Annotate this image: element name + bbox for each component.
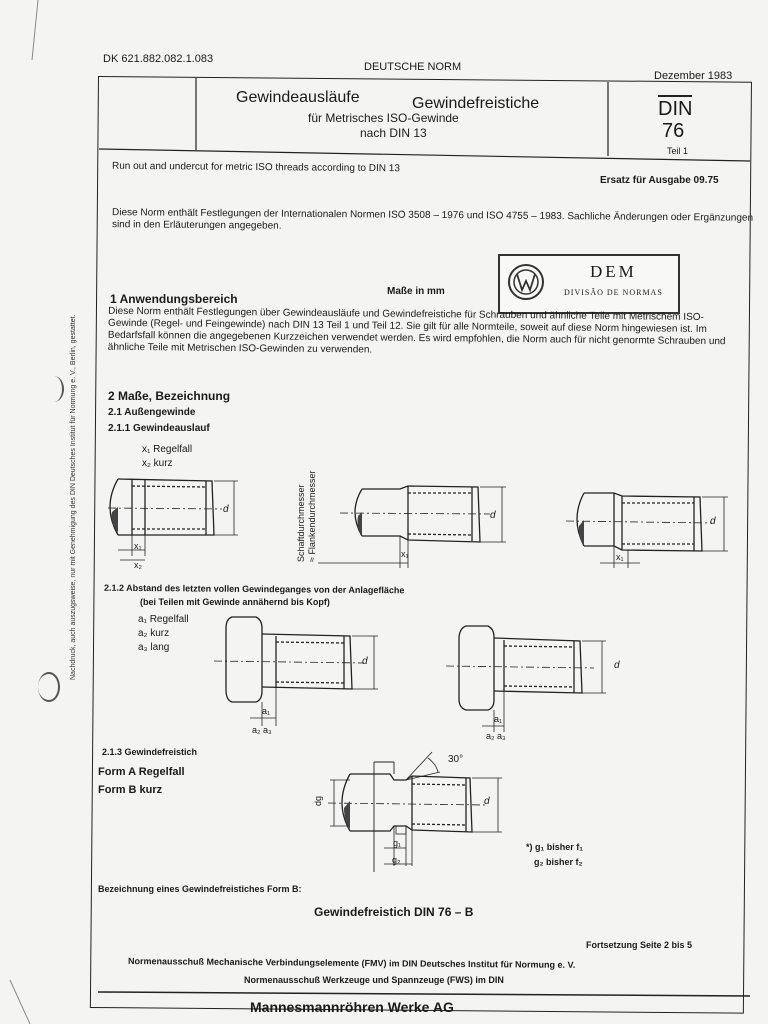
dim-a2a3-2: a₂ a₃ bbox=[486, 731, 506, 741]
english-title: Run out and undercut for metric ISO threads according to DIN 13 bbox=[111, 160, 400, 175]
company-name: Mannesmannröhren Werke AG bbox=[250, 999, 454, 1015]
continuation-note: Fortsetzung Seite 2 bis 5 bbox=[586, 940, 693, 950]
a1-legend: a₁ Regelfall bbox=[138, 614, 189, 625]
section-2-1-2-note: (bei Teilen mit Gewinde annähernd bis Kopf) bbox=[140, 597, 330, 607]
dim-g1: g₁ bbox=[393, 838, 402, 848]
form-a: Form A Regelfall bbox=[98, 766, 185, 778]
dim-d-5: d bbox=[614, 660, 620, 671]
committee-2: Normenausschuß Werkzeuge und Spannzeuge (FWS) im DIN bbox=[244, 975, 504, 985]
dim-a2a3-1: a₂ a₃ bbox=[252, 725, 272, 735]
dim-d-2: d bbox=[490, 510, 496, 521]
section-1-heading: 1 Anwendungsbereich bbox=[110, 292, 238, 306]
footnote-g2: g₂ bisher f₂ bbox=[534, 857, 583, 867]
shaft-label-2: ≈ Flankendurchmesser bbox=[307, 470, 317, 562]
dim-x2-1: x₂ bbox=[134, 560, 142, 570]
dim-dg: dg bbox=[313, 795, 324, 807]
x1-legend: x₁ Regelfall bbox=[142, 444, 193, 455]
form-b: Form B kurz bbox=[98, 784, 163, 796]
shaft-label-1: Schaftdurchmesser bbox=[296, 484, 306, 562]
title-left: Gewindeausläufe bbox=[236, 89, 360, 106]
subtitle-1: für Metrisches ISO-Gewinde bbox=[308, 111, 459, 125]
teil-label: Teil 1 bbox=[667, 146, 689, 156]
stamp-line-2: DIVISÃO DE NORMAS bbox=[564, 288, 663, 297]
x2-legend: x₂ kurz bbox=[142, 458, 173, 469]
section-2-1-2: 2.1.2 Abstand des letzten vollen Gewindeganges von der Anlagefläche bbox=[103, 582, 405, 596]
dim-a1-2: a₁ bbox=[494, 714, 503, 724]
section-2-1: 2.1 Außengewinde bbox=[108, 407, 196, 418]
dim-x1-1: x₁ bbox=[134, 541, 142, 551]
designation-value: Gewindefreistich DIN 76 – B bbox=[314, 905, 474, 919]
dim-x1-3: x₁ bbox=[616, 552, 624, 562]
section-2-1-3: 2.1.3 Gewindefreistich bbox=[102, 747, 198, 757]
section-2-heading: 2 Maße, Bezeichnung bbox=[108, 389, 231, 403]
replacement-note: Ersatz für Ausgabe 09.75 bbox=[600, 175, 719, 186]
stamp-line-1: DEM bbox=[590, 262, 637, 281]
din-number: 76 bbox=[662, 120, 685, 142]
intro-text: Diese Norm enthält Festlegungen der Internationalen Normen ISO 3508 – 1976 und ISO 4755 – 1983. Sachliche Änderungen oder Ergänzungen sind in den Erläuterungen angegeben. bbox=[111, 207, 754, 232]
dim-d-1: d bbox=[223, 504, 229, 515]
din-label: DIN bbox=[658, 95, 692, 121]
title-right: Gewindefreistiche bbox=[412, 95, 540, 112]
units-note: Maße in mm bbox=[387, 286, 445, 297]
dk-number: DK 621.882.082.1.083 bbox=[103, 53, 214, 65]
dim-g2: g₂ bbox=[392, 855, 401, 865]
a2-legend: a₂ kurz bbox=[138, 628, 170, 639]
issue-date: Dezember 1983 bbox=[654, 70, 733, 82]
angle-label: 30° bbox=[448, 754, 464, 765]
section-2-1-1: 2.1.1 Gewindeauslauf bbox=[108, 423, 210, 434]
dim-d-4: d bbox=[362, 656, 368, 667]
dim-d-6: d bbox=[484, 796, 490, 807]
section-1-text: Diese Norm enthält Festlegungen über Gewindeausläufe und Gewindefreistiche für Schrauben und ähnliche Teile mit Metrischem ISO-Gewinde (Regel- und Feingewinde) nach DIN 13 Teil 1 und Teil 12. Sie gilt für alle Normteile, soweit auf diese Norm hingewiesen ist. Im Bedarfsfall können die angegebenen Kurzzeichen verwendet werden. Es wird empfohlen, die Norm auch für nicht genormte Schrauben und ähnliche Teile mit Metrischen ISO-Gewinden zu verwenden. bbox=[107, 305, 726, 356]
deutsche-norm: DEUTSCHE NORM bbox=[364, 61, 462, 73]
dim-x1-2: x₁ bbox=[401, 549, 409, 559]
designation-label: Bezeichnung eines Gewindefreistiches Form B: bbox=[98, 884, 302, 894]
dim-d-3: d bbox=[710, 516, 716, 527]
side-note: Nachdruck, auch auszugsweise, nur mit Genehmigung des DIN Deutsches Institut für Normung e. V., Berlin, gestattet. bbox=[70, 314, 77, 680]
a3-legend: a₃ lang bbox=[138, 642, 170, 653]
footnote-g1: *) g₁ bisher f₁ bbox=[526, 842, 583, 852]
subtitle-2: nach DIN 13 bbox=[360, 126, 427, 140]
committee-1: Normenausschuß Mechanische Verbindungselemente (FMV) im DIN Deutsches Institut für Normung e. V. bbox=[127, 956, 576, 970]
dim-a1-1: a₁ bbox=[262, 706, 271, 716]
